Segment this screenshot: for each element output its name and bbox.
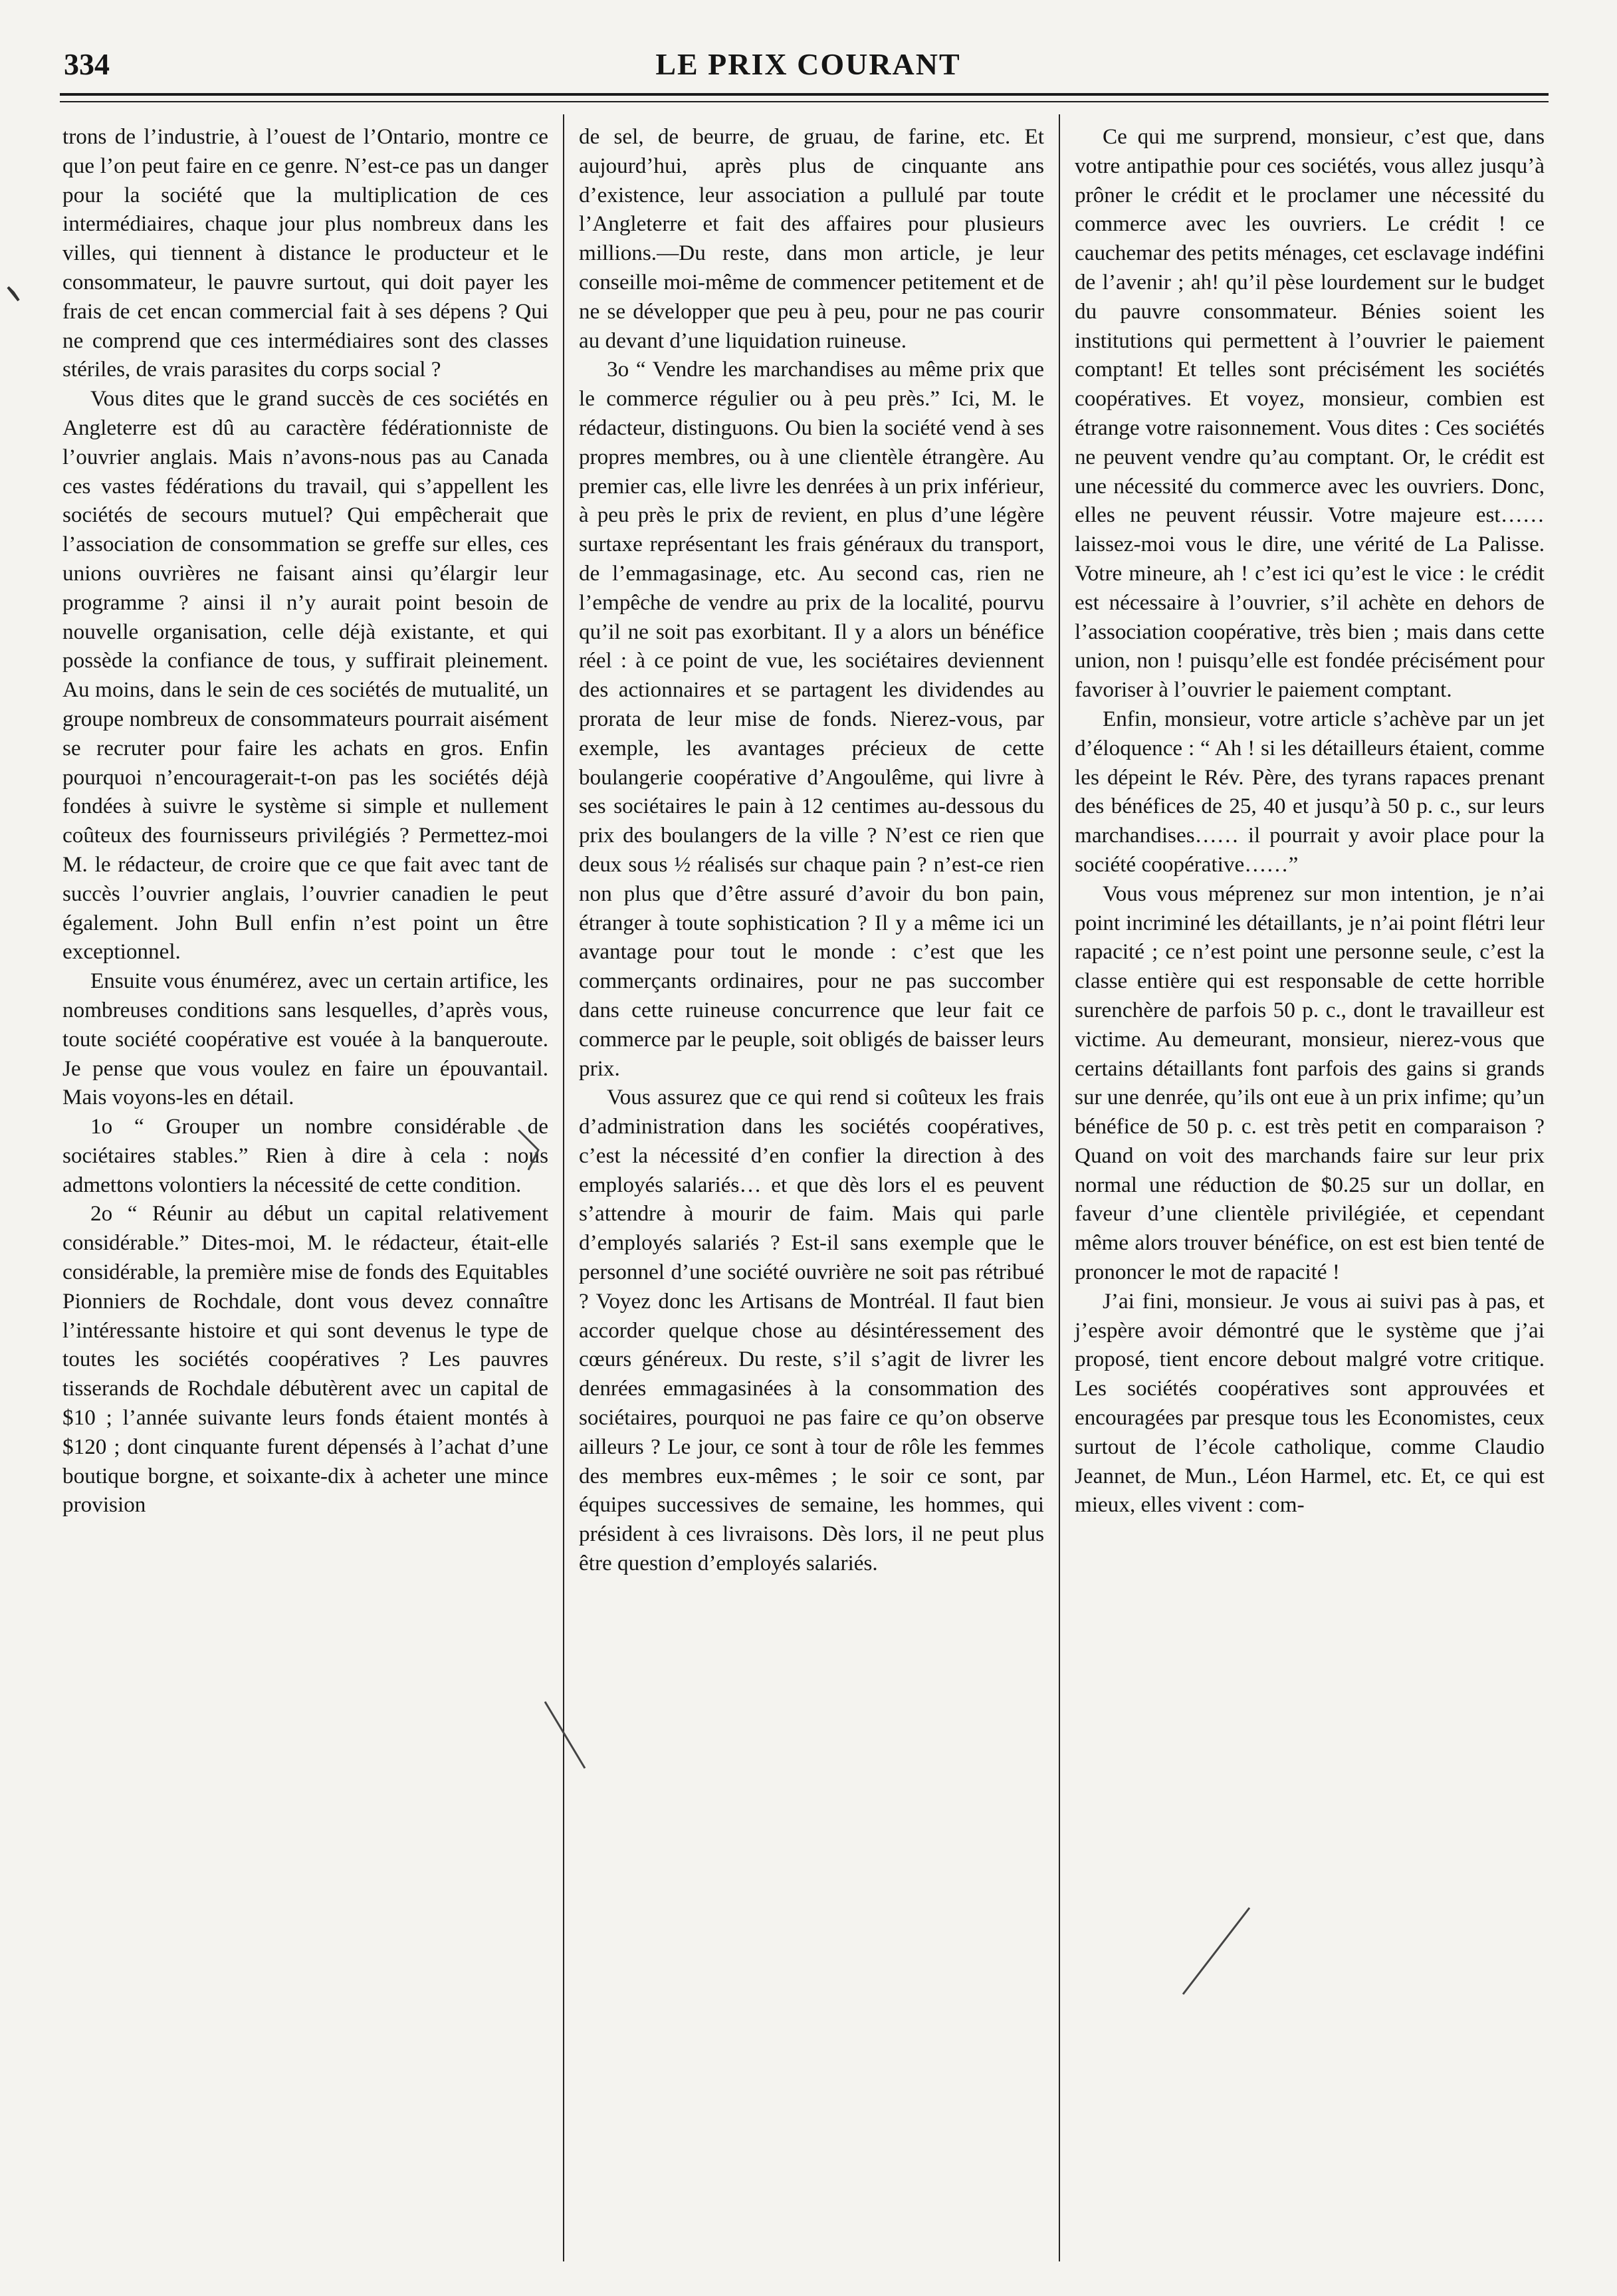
paragraph: trons de l’industrie, à l’ouest de l’Ontario, montre ce que l’on peut faire en ce genre. N’est-ce pas un danger pour la société que la multiplication de ces intermédiaires, chaque jour plus nombreux dans les villes, qui tiennent à distance le producteur et le consommateur, le pauvre surtout, qui doit payer les frais de cet encan commercial fait à ses dépens ? Qui ne comprend que ces intermédiaires sont des classes stériles, de vrais parasites du corps social ?: [62, 124, 548, 382]
paragraph: de sel, de beurre, de gruau, de farine, etc. Et aujourd’hui, après plus de cinquante ans d’existence, leur association a pullulé par toute l’Angleterre et fait des affaires pour plusieurs millions.—Du reste, dans mon article, je leur conseille moi-même de commencer petitement et de ne se développer que peu à peu, pour ne pas courir au devant d’une liquidation ruineuse.: [579, 124, 1044, 353]
paragraph: Enfin, monsieur, votre article s’achève par un jet d’éloquence : “ Ah ! si les détailleurs étaient, comme les dépeint le Rév. Père, des tyrans rapaces prenant des bénéfices de 25, 40 et jusqu’à 50 p. c., sur leurs marchandises…… il pourrait y avoir place pour la société coopérative……”: [1075, 706, 1545, 877]
paragraph: 3o “ Vendre les marchandises au même prix que le commerce régulier ou à peu près.” Ici, M. le rédacteur, distinguons. Ou bien la société vend à ses propres membres, ou à une clientèle étrangère. Au premier cas, elle livre les denrées à un prix inférieur, à peu près le prix de revient, en plus d’une légère surtaxe représentant les frais généraux du transport, de l’emmagasinage, etc. Au second cas, rien ne l’empêche de vendre au prix de la localité, pourvu qu’il ne soit pas exorbitant. Il y a alors un bénéfice réel : à ce point de vue, les sociétaires deviennent des actionnaires et se partagent les dividendes au prorata de leur mise de fonds. Nierez-vous, par exemple, les avantages précieux de cette boulangerie coopérative d’Angoulême, qui livre à ses sociétaires le pain à 12 centimes au-dessous du prix des boulangers de la ville ? N’est ce rien que deux sous ½ réalisés sur chaque pain ? n’est-ce rien non plus que d’être assuré d’avoir du bon pain, étranger à toute sophistication ? Il y a même ici un avantage pour tout le monde : c’est que les commerçants ordinaires, pour ne pas succomber dans cette ruineuse concurrence que leur fait ce commerce par le peuple, soit obligés de baisser leurs prix.: [579, 357, 1044, 1081]
paragraph: Vous assurez que ce qui rend si coûteux les frais d’administration dans les sociétés coopératives, c’est la nécessité d’en confier la direction à des employés salariés… et que dès lors el es peuvent s’attendre à mourir de faim. Mais qui parle d’employés salariés ? Est-il sans exemple que le personnel d’une société ouvrière ne soit pas rétribué ? Voyez donc les Artisans de Montréal. Il faut bien accorder quelque chose au désintéressement des cœurs généreux. Du reste, s’il s’agit de livrer les denrées emmagasinées à la consommation des sociétaires, pourquoi ne pas faire ce qu’on observe ailleurs ? Le jour, ce sont à tour de rôle les femmes des membres eux-mêmes ; le soir ce sont, par équipes successives de semaine, les hommes, qui président à ces livraisons. Dès lors, il ne peut plus être question d’employés salariés.: [579, 1085, 1044, 1576]
paragraph: Vous vous méprenez sur mon intention, je n’ai point incriminé les détaillants, je n’ai point flétri leur rapacité ; ce n’est point une personne seule, c’est la classe entière qui est responsable de cette horrible surenchère de parfois 50 p. c., dont le travailleur est victime. Au demeurant, monsieur, nierez-vous que certains détaillants font parfois des gains si grands sur une denrée, qu’ils ont eue à un prix infime; qu’un bénéfice de 50 p. c. est très petit en comparaison ? Quand on voit des marchands faire sur leur prix normal une réduction de $0.25 sur un dollar, en faveur d’une clientèle privilégiée, et cependant même alors trouver bénéfice, on est est bien tenté de prononcer le mot de rapacité !: [1075, 881, 1545, 1285]
pencil-stroke: [1183, 1908, 1249, 1994]
paragraph: Vous dites que le grand succès de ces sociétés en Angleterre est dû au caractère fédérationniste de l’ouvrier anglais. Mais n’avons-nous pas au Canada ces vastes fédérations du travail, qui s’appellent les sociétés de secours mutuel? Qui empêcherait que l’association de consommation se greffe sur elles, ces unions ouvrières ne faisant ainsi qu’élargir leur programme ? ainsi il n’y aurait point besoin de nouvelle organisation, celle déjà existante, et qui possède la confiance de tous, y suffirait pleinement. Au moins, dans le sein de ces sociétés de mutualité, un groupe nombreux de consommateurs pourrait aisément se recruter pour faire les achats en gros. Enfin pourquoi n’encouragerait-t-on pas les sociétés déjà fondées à suivre le système si simple et nullement coûteux des fournisseurs privilégiés ? Permettez-moi M. le rédacteur, de croire que ce que fait avec tant de succès l’ouvrier anglais, l’ouvrier canadien le peut également. John Bull enfin n’est point un être exceptionnel.: [62, 386, 548, 965]
margin-mark: [518, 1130, 538, 1170]
paragraph: 2o “ Réunir au début un capital relativement considérable.” Dites-moi, M. le rédacteur, était-elle considérable, la première mise de fonds des Equitables Pionniers de Rochdale, dont vous devez connaître l’intéressante histoire et qui sont devenus le type de toutes les sociétés coopératives ? Les pauvres tisserands de Rochdale débutèrent avec un capital de $10 ; l’année suivante leurs fonds étaient montés à $120 ; dont cinquante furent dépensés à l’achat d’une boutique borgne, et soixante-dix à acheter une mince provision: [62, 1201, 548, 1518]
margin-mark: [8, 287, 19, 300]
pencil-stroke: [545, 1702, 585, 1768]
paragraph: Ce qui me surprend, monsieur, c’est que, dans votre antipathie pour ces sociétés, vous allez jusqu’à prôner le crédit et le proclamer une nécessité du commerce avec les ouvriers. Le crédit ! ce cauchemar des petits ménages, cet esclavage indéfini de l’avenir ; ah! qu’il pèse lourdement sur le budget du pauvre consommateur. Bénies soient les institutions qui permettent à l’ouvrier le paiement comptant! Et telles sont précisément les sociétés coopératives. Et voyez, monsieur, combien est étrange votre raisonnement. Vous dites : Ces sociétés ne peuvent vendre qu’au comptant. Or, le crédit est une nécessité du commerce avec les ouvriers. Donc, elles ne peuvent réussir. Votre majeure est…… laissez-moi vous le dire, une vérité de La Palisse. Votre mineure, ah ! c’est ici qu’est le vice : le crédit est nécessaire à l’ouvrier, s’il achète en dehors de l’association coopérative, très bien ; mais dans cette union, non ! puisqu’elle est fondée précisément pour favoriser à l’ouvrier le paiement comptant.: [1075, 124, 1545, 703]
page-number: 334: [64, 47, 110, 81]
paragraph: 1o “ Grouper un nombre considérable de sociétaires stables.” Rien à dire à cela : nous admettons volontiers la nécessité de cette condition.: [62, 1114, 548, 1197]
paragraph: J’ai fini, monsieur. Je vous ai suivi pas à pas, et j’espère avoir démontré que le système que j’ai proposé, tient encore debout malgré votre critique. Les sociétés coopératives sont approuvées et encouragées par presque tous les Economistes, ceux surtout de l’école catholique, comme Claudio Jeannet, de Mun., Léon Harmel, etc. Et, ce qui est mieux, elles vivent : com-: [1075, 1288, 1545, 1518]
running-title: LE PRIX COURANT: [655, 47, 961, 81]
paragraph: Ensuite vous énumérez, avec un certain artifice, les nombreuses conditions sans lesquelles, d’après vous, toute société coopérative est vouée à la banqueroute. Je pense que vous voulez en faire un épouvantail. Mais voyons-les en détail.: [62, 969, 548, 1110]
